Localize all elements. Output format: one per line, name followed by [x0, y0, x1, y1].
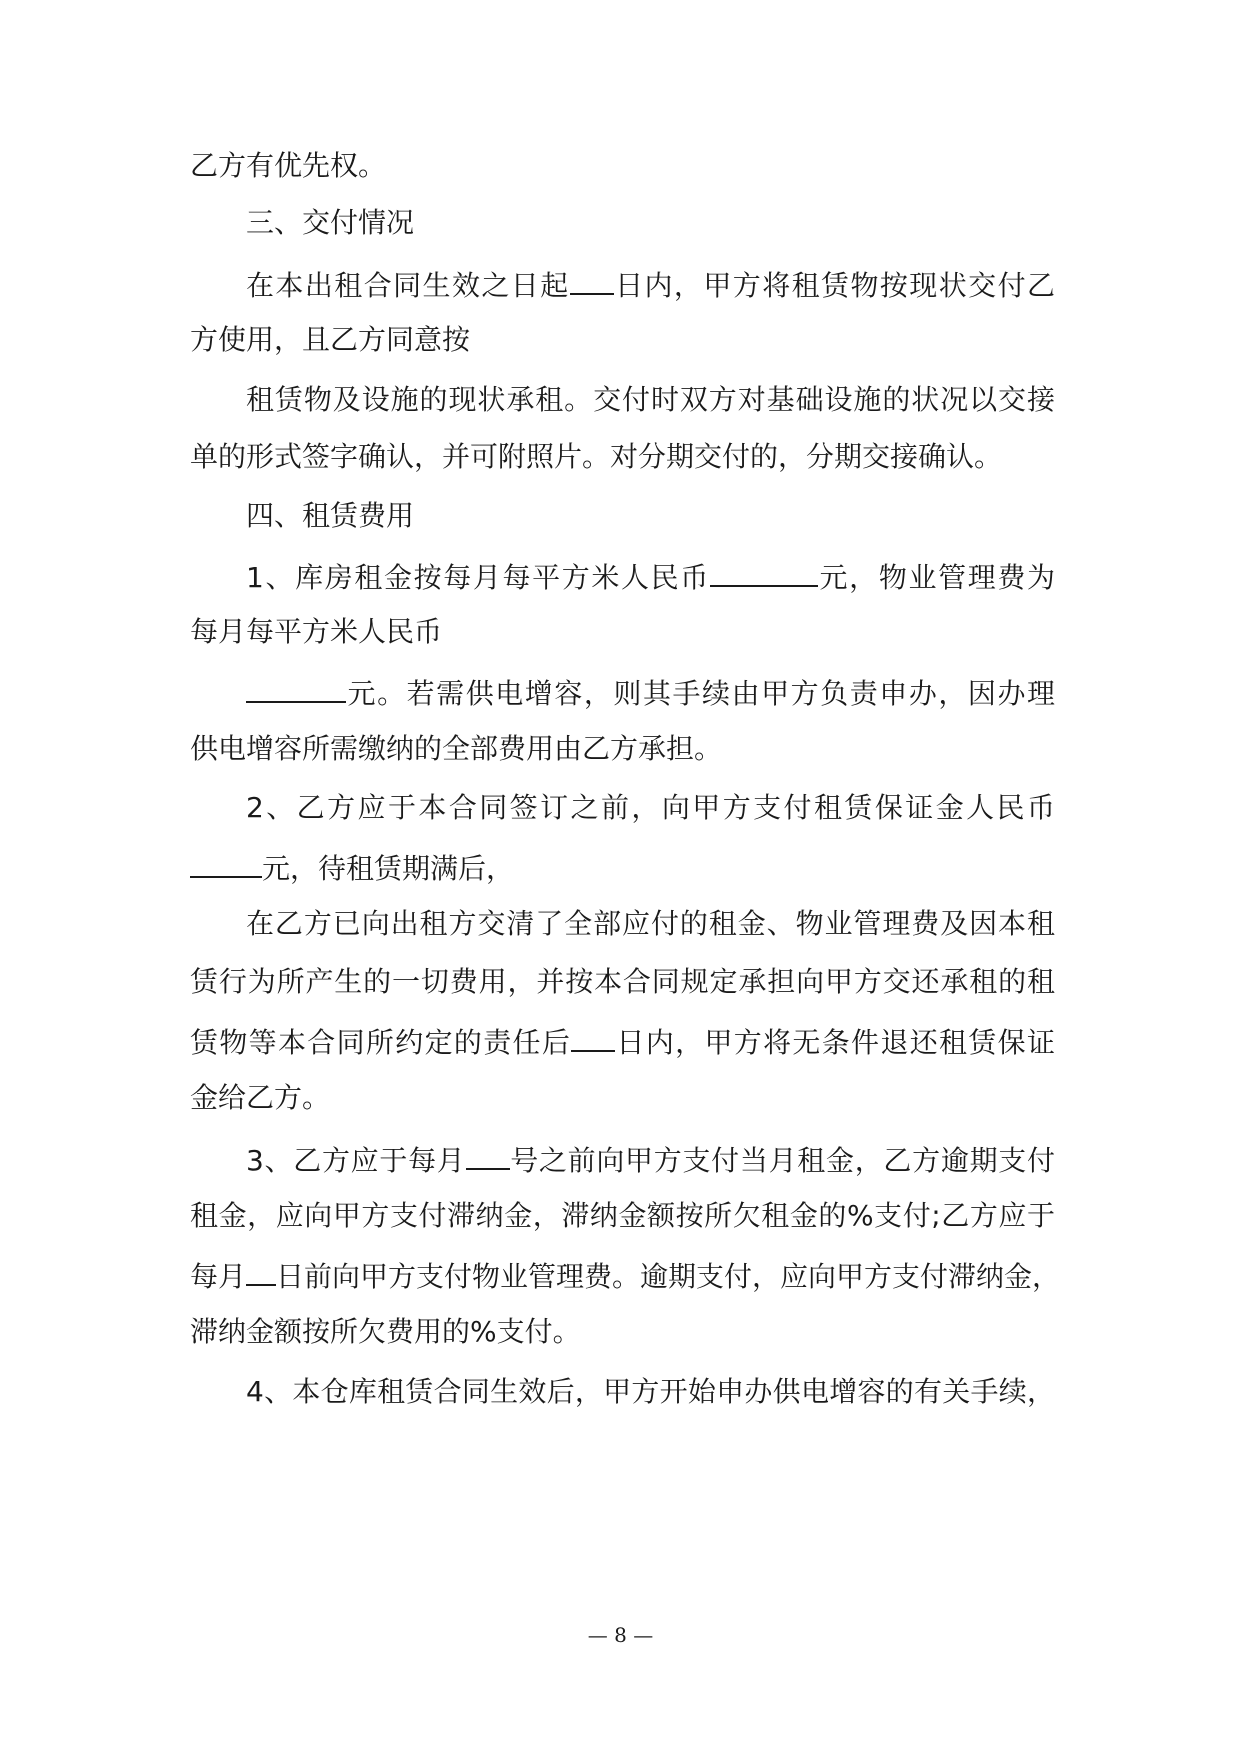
- paragraph-line: 赁行为所产生的一切费用，并按本合同规定承担向甲方交还承租的租: [190, 965, 1055, 998]
- fill-in-blank: [246, 671, 346, 703]
- fill-in-blank: [466, 1138, 510, 1170]
- paragraph-line: 供电增容所需缴纳的全部费用由乙方承担。: [190, 732, 723, 765]
- paragraph-line: 元，待租赁期满后，: [190, 846, 1055, 886]
- fill-in-blank: [710, 555, 818, 587]
- paragraph-line: 4、本仓库租赁合同生效后，甲方开始申办供电增容的有关手续，: [246, 1375, 1055, 1408]
- paragraph-line: 元。若需供电增容，则其手续由甲方负责申办，因办理: [246, 671, 1055, 711]
- paragraph-line: 赁物等本合同所约定的责任后 日内，甲方将无条件退还租赁保证: [190, 1020, 1055, 1060]
- paragraph-line: 每月 日前向甲方支付物业管理费。逾期支付，应向甲方支付滞纳金，: [190, 1254, 1055, 1294]
- fill-in-blank: [190, 846, 262, 878]
- paragraph-line: 2、乙方应于本合同签订之前，向甲方支付租赁保证金人民币: [246, 791, 1055, 824]
- paragraph-line: 滞纳金额按所欠费用的%支付。: [190, 1315, 581, 1348]
- paragraph-line: 租金，应向甲方支付滞纳金，滞纳金额按所欠租金的%支付;乙方应于: [190, 1199, 1055, 1232]
- paragraph-line: 3、乙方应于每月 号之前向甲方支付当月租金，乙方逾期支付: [246, 1138, 1055, 1178]
- paragraph-line: 单的形式签字确认，并可附照片。对分期交付的，分期交接确认。: [190, 440, 1003, 473]
- fill-in-blank: [570, 263, 614, 295]
- paragraph-line: 1、库房租金按每月每平方米人民币 元，物业管理费为: [246, 555, 1055, 595]
- paragraph-line: 金给乙方。: [190, 1081, 331, 1114]
- paragraph-line: 方使用，且乙方同意按: [190, 323, 471, 356]
- section-heading: 三、交付情况: [246, 206, 415, 239]
- paragraph-line: 乙方有优先权。: [190, 149, 387, 182]
- fill-in-blank: [246, 1254, 276, 1286]
- paragraph-line: 每月每平方米人民币: [190, 615, 443, 648]
- paragraph-line: 在本出租合同生效之日起 日内，甲方将租赁物按现状交付乙: [246, 263, 1055, 303]
- page-number: — 8 —: [587, 1623, 654, 1647]
- fill-in-blank: [571, 1020, 615, 1052]
- paragraph-line: 租赁物及设施的现状承租。交付时双方对基础设施的状况以交接: [246, 383, 1055, 416]
- section-heading: 四、租赁费用: [246, 499, 415, 532]
- paragraph-line: 在乙方已向出租方交清了全部应付的租金、物业管理费及因本租: [246, 907, 1055, 940]
